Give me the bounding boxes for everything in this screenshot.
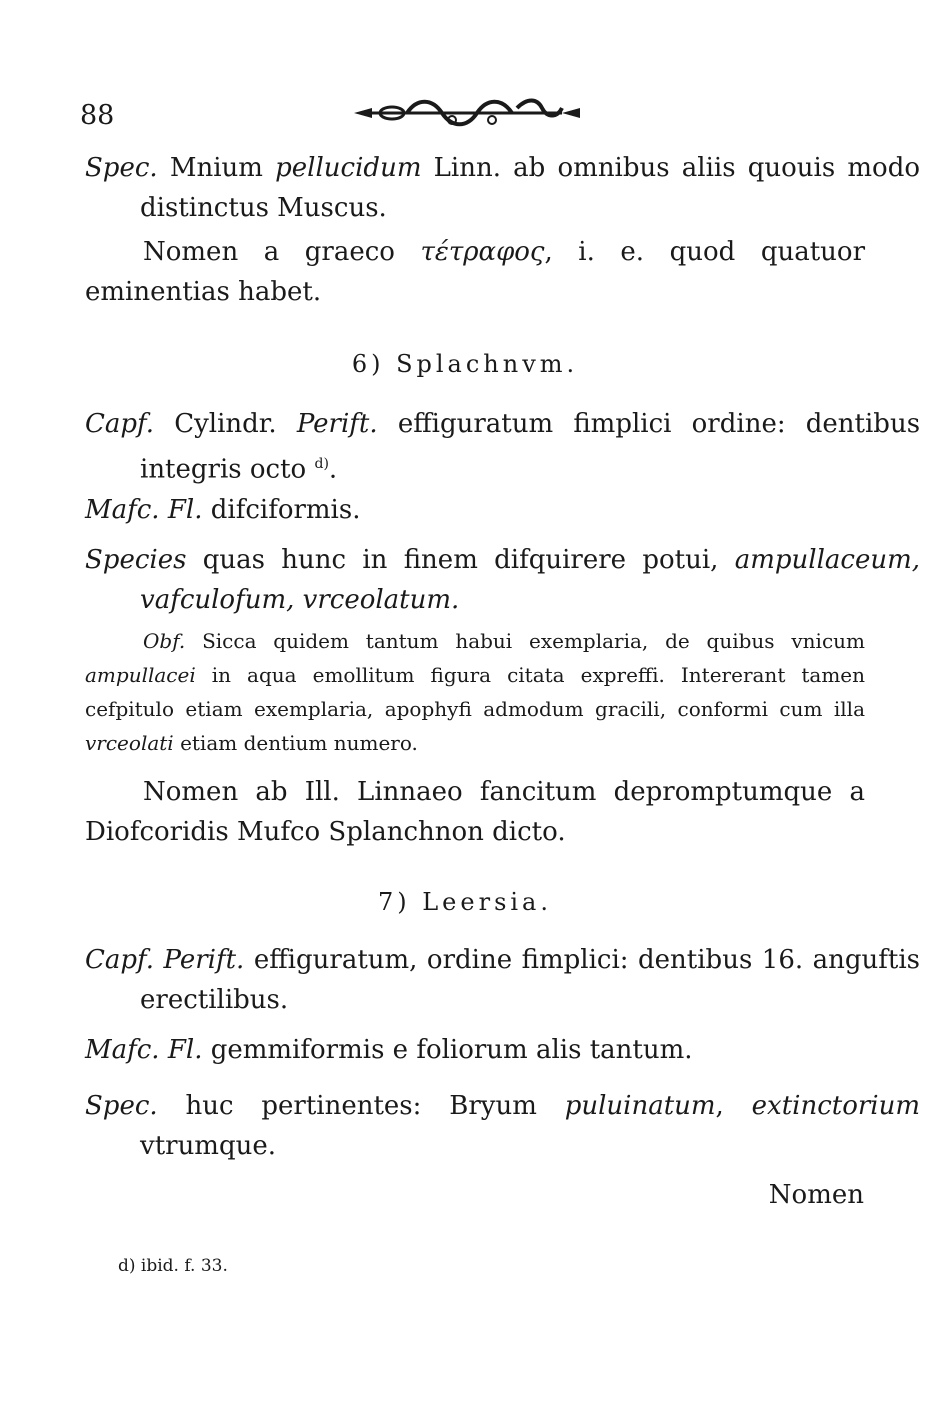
paragraph-capsule-6	[85, 404, 920, 490]
species-names: ampullaceum, vafculofum, vrceolatum.	[140, 545, 921, 615]
text: etiam dentium numero.	[180, 731, 418, 755]
paragraph-species-7	[85, 1086, 920, 1166]
label-capsule: Capf.	[85, 945, 154, 975]
text: Nomen a graeco	[143, 237, 395, 267]
section-heading-splachnum: 6) Splachnvm.	[351, 350, 579, 378]
text: difciformis.	[210, 495, 361, 525]
paragraph-flower-7	[85, 1030, 920, 1070]
text: vtrumque.	[140, 1131, 277, 1161]
species-name: extinctorium	[751, 1091, 921, 1121]
label-species: Species	[85, 545, 187, 575]
label-peristome: Perift.	[163, 945, 245, 975]
greek-word: τέτραφος	[420, 237, 545, 267]
species-name: puluinatum	[564, 1091, 716, 1121]
ornamental-headpiece-icon	[352, 98, 582, 128]
section-heading-leersia: 7) Leersia.	[377, 888, 552, 916]
text: huc pertinentes: Bryum	[185, 1091, 537, 1121]
text: Mnium	[169, 153, 263, 183]
catchword: Nomen	[768, 1180, 864, 1210]
text: gemmiformis e foliorum alis tantum.	[210, 1035, 693, 1065]
text: Sicca quidem tantum habui exemplaria, de quibus vnicum	[202, 629, 865, 653]
species-name: pellucidum	[275, 153, 422, 183]
text: quas hunc in finem difquirere potui,	[202, 545, 719, 575]
text: effiguratum, ordine fimplici: dentibus 16. anguftis erectilibus.	[140, 945, 921, 1015]
paragraph-nomen-6: Nomen ab Ill. Linnaeo fancitum depromptumque a Diofcoridis Mufco Splanchnon dicto.	[85, 777, 865, 847]
paragraph-flower-6	[85, 490, 920, 530]
footnote: d) ibid. f. 33.	[118, 1256, 228, 1276]
label-spec: Spec.	[85, 1091, 158, 1121]
footnote-mark: d)	[314, 456, 329, 472]
page-number: 88	[80, 100, 115, 131]
text: Cylindr.	[174, 409, 277, 439]
paragraph-nomen-greek	[85, 232, 865, 312]
species-name: ampullacei	[85, 663, 196, 687]
label-spec: Spec.	[85, 153, 158, 183]
species-name: vrceolati	[85, 731, 174, 755]
text: Linn. ab omnibus aliis quouis modo distinctus Muscus.	[140, 153, 920, 223]
paragraph-capsule-7	[85, 940, 920, 1020]
label-flower: Mafc. Fl.	[85, 1035, 203, 1065]
paragraph-mnium	[85, 148, 920, 228]
text: effiguratum fimplici ordine: dentibus integris octo	[140, 409, 921, 485]
label-obs: Obf.	[143, 629, 186, 653]
label-flower: Mafc. Fl.	[85, 495, 203, 525]
label-capsule: Capf.	[85, 409, 154, 439]
text: .	[328, 454, 338, 485]
paragraph-observation	[85, 624, 865, 760]
paragraph-species-6	[85, 540, 920, 620]
text: , i. e. quod quatuor eminentias habet.	[85, 237, 865, 307]
text: in aqua emollitum figura citata expreffi. Intererant tamen cefpitulo etiam exemplaria, apophyfi admodum gracili, conformi cum illa	[85, 663, 866, 721]
label-peristome: Perift.	[296, 409, 378, 439]
text: ,	[715, 1091, 724, 1121]
